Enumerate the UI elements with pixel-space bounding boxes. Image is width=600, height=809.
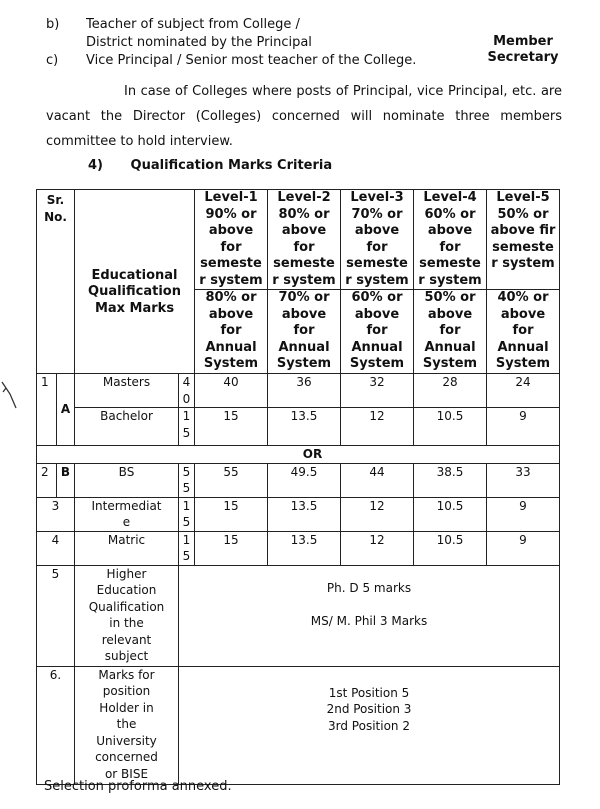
member-secretary-label (478, 34, 568, 66)
footer-note: Selection proforma annexed. (44, 779, 232, 794)
mark-cell: 40 (195, 374, 268, 408)
sr-cell: 6. (37, 666, 75, 784)
sr-cell: 4 (37, 531, 75, 565)
position-marks-text: 3rd Position 2 (328, 718, 410, 733)
header-line: Qualification (88, 284, 181, 299)
qualification-line: in the (109, 616, 144, 630)
mark-cell: 28 (414, 374, 487, 408)
level-4-semester-header (414, 190, 487, 290)
header-line: above (354, 306, 400, 322)
qualification-line: Higher (106, 566, 147, 581)
list-marker: b) (46, 17, 60, 32)
mark-cell: 55 (195, 463, 268, 497)
role-line: Secretary (487, 50, 559, 65)
list-text-line: District nominated by the Principal (86, 35, 312, 50)
header-line: r system (418, 272, 482, 288)
mark-cell: 36 (268, 374, 341, 408)
qualification-line: e (122, 515, 131, 529)
header-line: 80% or (278, 206, 330, 222)
mark-cell: 12 (341, 497, 414, 531)
position-marks-text: 2nd Position 3 (326, 702, 412, 716)
qualification-marks-table (36, 189, 560, 785)
header-line: semeste (492, 239, 554, 255)
header-line: for (220, 239, 242, 255)
mark-cell: 33 (487, 463, 560, 497)
list-text-line: Vice Principal / Senior most teacher of the College. (86, 53, 417, 68)
header-line: semeste (200, 256, 262, 271)
max-marks-cell (179, 497, 195, 531)
header-line: System (203, 356, 259, 371)
mark-cell: 12 (341, 408, 414, 446)
digit: 5 (182, 464, 191, 479)
level-5-semester-header (487, 190, 560, 290)
header-line: above (354, 223, 400, 238)
mark-cell: 15 (195, 531, 268, 565)
header-line: for (439, 239, 461, 255)
mark-cell: 12 (341, 531, 414, 565)
header-line: System (495, 356, 551, 371)
header-line: System (276, 356, 332, 371)
table-row (37, 565, 560, 666)
mark-cell: 13.5 (268, 531, 341, 565)
mark-cell: 9 (487, 408, 560, 446)
max-marks-cell (179, 408, 195, 446)
header-line: above (208, 306, 254, 322)
qualification-line: concerned (95, 750, 158, 764)
max-marks-cell (179, 374, 195, 408)
header-line: 60% or (424, 206, 476, 222)
header-line: System (422, 356, 478, 371)
header-line: semeste (346, 256, 408, 271)
header-line: for (366, 239, 388, 255)
digit: 5 (182, 425, 191, 440)
header-line: Level-4 (423, 190, 477, 205)
max-marks-cell (179, 463, 195, 497)
header-line: for (293, 239, 315, 255)
level-4-annual-header (414, 290, 487, 374)
header-line: Level-1 (204, 190, 258, 205)
header-line: 70% or (278, 290, 330, 305)
qualification-line: the (116, 717, 137, 731)
digit: 1 (182, 409, 191, 423)
position-marks-text: 1st Position 5 (328, 685, 410, 700)
digit: 1 (182, 498, 191, 513)
header-line: 60% or (351, 290, 403, 305)
mark-cell: 24 (487, 374, 560, 408)
section-title: Qualification Marks Criteria (130, 158, 333, 173)
level-1-semester-header (195, 190, 268, 290)
header-line: for (439, 323, 461, 338)
table-row (37, 374, 560, 408)
higher-education-marks-cell (179, 565, 560, 666)
table-row (37, 666, 560, 784)
header-line: for (512, 323, 534, 338)
header-line: Annual (424, 339, 476, 355)
header-line: Level-5 (496, 190, 550, 205)
mark-cell: 10.5 (414, 497, 487, 531)
list-marker: c) (46, 53, 59, 68)
section-number: 4) (88, 158, 103, 173)
header-line: Sr. (46, 193, 65, 207)
section-heading (88, 158, 332, 173)
header-line: 50% or (424, 290, 476, 305)
digit: 0 (182, 391, 191, 406)
digit: 5 (182, 549, 191, 563)
header-line: Level-3 (350, 190, 404, 205)
header-line: above (208, 223, 254, 238)
level-2-annual-header (268, 290, 341, 374)
digit: 1 (182, 532, 191, 547)
header-line: 80% or (205, 290, 257, 305)
header-line: r system (272, 272, 336, 288)
table-row (37, 531, 560, 565)
educational-qualification-header (75, 190, 195, 374)
qualification-cell: Masters (75, 374, 179, 408)
header-line: above (500, 306, 546, 322)
header-line: above fir (490, 223, 556, 238)
header-line: Level-2 (277, 190, 331, 205)
table-row (37, 463, 560, 497)
header-line: Annual (497, 339, 549, 355)
sr-no-header (37, 190, 75, 374)
mark-cell: 9 (487, 497, 560, 531)
header-line: Educational (91, 267, 178, 283)
header-line: r system (199, 272, 263, 288)
header-line: above (281, 223, 327, 238)
mark-cell: 49.5 (268, 463, 341, 497)
mark-cell: 13.5 (268, 497, 341, 531)
mark-cell: 10.5 (414, 531, 487, 565)
level-2-semester-header (268, 190, 341, 290)
role-line: Member (493, 34, 553, 49)
or-separator-row (37, 446, 560, 464)
qualification-line: Intermediat (91, 498, 162, 513)
qualification-cell: Matric (75, 531, 179, 565)
qualification-cell (75, 497, 179, 531)
vacancy-paragraph (46, 79, 562, 154)
list-text-line: Teacher of subject from College / (86, 17, 300, 32)
header-line: for (293, 323, 315, 338)
qualification-cell (75, 666, 179, 784)
max-marks-cell (179, 531, 195, 565)
or-label: OR (37, 446, 560, 464)
header-line: for (220, 323, 242, 338)
group-cell: A (57, 374, 75, 446)
mark-cell: 10.5 (414, 408, 487, 446)
mark-cell: 15 (195, 408, 268, 446)
header-line: r system (345, 272, 409, 288)
header-line: No. (44, 209, 67, 224)
digit: 4 (182, 375, 191, 389)
level-1-annual-header (195, 290, 268, 374)
header-line: Annual (205, 339, 257, 355)
qualification-line: University (96, 733, 157, 748)
position-holder-marks-cell (179, 666, 560, 784)
level-3-semester-header (341, 190, 414, 290)
mphil-marks-text: MS/ M. Phil 3 Marks (310, 614, 428, 628)
header-line: r system (491, 256, 555, 271)
header-line: above (281, 306, 327, 322)
header-line: System (349, 356, 405, 371)
header-line: 70% or (351, 206, 403, 222)
level-5-annual-header (487, 290, 560, 374)
digit: 5 (182, 515, 191, 529)
header-line: semeste (419, 256, 481, 271)
mark-cell: 15 (195, 497, 268, 531)
mark-cell: 9 (487, 531, 560, 565)
table-row (37, 497, 560, 531)
group-cell: B (57, 463, 75, 497)
sr-cell: 3 (37, 497, 75, 531)
header-line: 50% or (497, 206, 549, 222)
mark-cell: 38.5 (414, 463, 487, 497)
header-line: Max Marks (94, 300, 175, 316)
header-line: above (427, 306, 473, 322)
sr-cell: 1 (37, 374, 57, 446)
digit: 5 (182, 481, 191, 495)
qualification-line: Qualification (88, 599, 165, 614)
header-line: Annual (351, 339, 403, 355)
qualification-line: subject (104, 649, 149, 663)
header-line: Annual (278, 339, 330, 355)
header-line: 90% or (205, 206, 257, 222)
qualification-line: or BISE (104, 766, 149, 781)
header-line: above (427, 223, 473, 238)
qualification-cell: Bachelor (75, 408, 179, 446)
qualification-line: position (102, 684, 151, 698)
table-row (37, 408, 560, 446)
qualification-cell: BS (75, 463, 179, 497)
paragraph-text: In case of Colleges where posts of Principal, vice Principal, etc. are vacant the Director (Colleges) concerned will nominate three members committee to hold interview. (46, 84, 562, 149)
qualification-line: Education (96, 583, 157, 597)
qualification-line: Holder in (99, 700, 154, 715)
level-3-annual-header (341, 290, 414, 374)
header-line: for (366, 323, 388, 338)
qualification-line: relevant (101, 632, 152, 647)
mark-cell: 32 (341, 374, 414, 408)
pen-stroke-mark (0, 378, 18, 412)
qualification-cell (75, 565, 179, 666)
phd-marks-text: Ph. D 5 marks (326, 580, 412, 595)
header-line: semeste (273, 256, 335, 271)
qualification-line: Marks for (98, 667, 155, 682)
sr-cell: 2 (37, 463, 57, 497)
mark-cell: 44 (341, 463, 414, 497)
header-line: 40% or (497, 290, 549, 305)
sr-cell: 5 (37, 565, 75, 666)
mark-cell: 13.5 (268, 408, 341, 446)
